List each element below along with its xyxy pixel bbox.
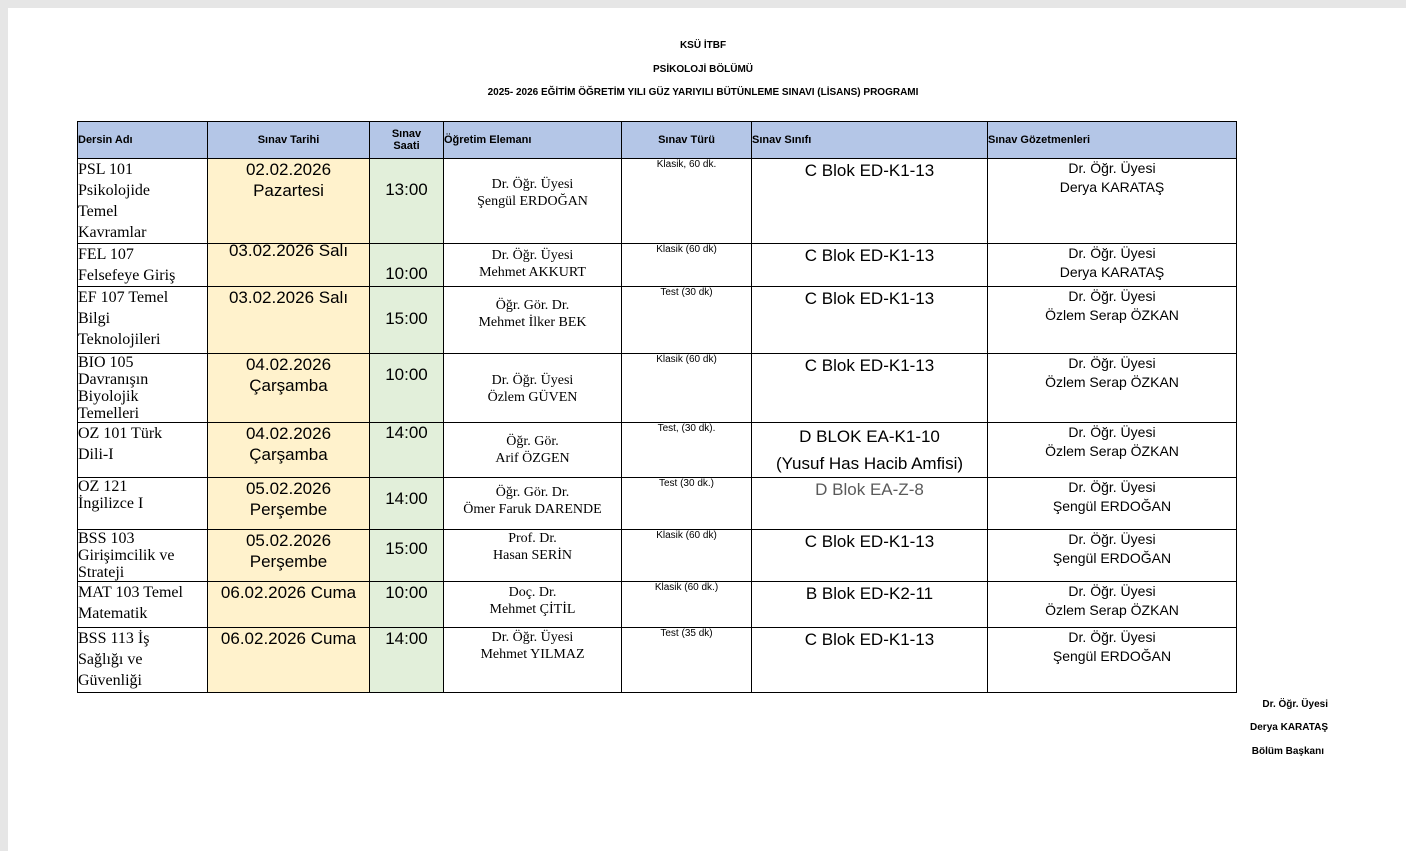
course-name-line: Kavramlar xyxy=(78,224,147,241)
exam-date-line: 04.02.2026 xyxy=(245,424,332,443)
exam-date-line: 06.02.2026 Cuma xyxy=(220,629,357,648)
lecturer xyxy=(444,287,622,354)
header-university: KSÜ İTBF xyxy=(679,40,727,51)
proctors xyxy=(988,423,1237,478)
lecturer-line: Şengül ERDOĞAN xyxy=(477,194,588,209)
lecturer-line: Özlem GÜVEN xyxy=(487,390,578,405)
proctors xyxy=(988,582,1237,628)
table-header-row xyxy=(78,122,1237,159)
course-name-line: OZ 101 Türk xyxy=(78,425,163,442)
exam-room-line: C Blok ED-K1-13 xyxy=(804,289,935,308)
exam-type: Klasik, 60 dk. xyxy=(622,159,752,244)
proctors-line: Özlem Serap ÖZKAN xyxy=(1045,443,1179,459)
exam-date xyxy=(208,582,370,628)
signature-role: Bölüm Başkanı xyxy=(1251,746,1324,757)
signature-name: Derya KARATAŞ xyxy=(1250,722,1328,733)
col-header-proctors: Sınav Gözetmenleri xyxy=(988,122,1237,159)
proctors xyxy=(988,628,1237,693)
course-name-line: Psikolojide xyxy=(78,182,151,199)
proctors xyxy=(988,354,1237,423)
exam-date-line: Perşembe xyxy=(249,500,328,519)
lecturer-line: Öğr. Gör. xyxy=(506,434,559,449)
table-row xyxy=(78,423,1237,478)
proctors-line: Özlem Serap ÖZKAN xyxy=(1045,307,1179,323)
lecturer-line: Arif ÖZGEN xyxy=(495,451,570,466)
course-name-line: Bilgi xyxy=(78,310,111,327)
exam-date-line: Perşembe xyxy=(249,552,328,571)
lecturer-line: Mehmet AKKURT xyxy=(479,265,586,280)
course-name-line: Teknolojileri xyxy=(78,331,161,348)
exam-time: 14:00 xyxy=(370,628,444,693)
col-header-course: Dersin Adı xyxy=(78,122,208,159)
exam-date-line: 03.02.2026 Salı xyxy=(228,288,349,307)
exam-room xyxy=(752,478,988,530)
course-name-line: Biyolojik xyxy=(78,388,139,405)
lecturer xyxy=(444,530,622,582)
proctors-line: Şengül ERDOĞAN xyxy=(1052,498,1172,514)
exam-room xyxy=(752,287,988,354)
course-name-line: Girişimcilik ve xyxy=(78,547,175,564)
table-row xyxy=(78,582,1237,628)
lecturer-line: Dr. Öğr. Üyesi xyxy=(491,248,574,263)
exam-room-line: C Blok ED-K1-13 xyxy=(804,532,935,551)
exam-room xyxy=(752,582,988,628)
course-name-line: BIO 105 xyxy=(78,354,134,371)
course-name-line: Strateji xyxy=(78,564,125,581)
col-header-lecturer: Öğretim Elemanı xyxy=(444,122,622,159)
lecturer xyxy=(444,244,622,287)
course-name-line: Matematik xyxy=(78,605,148,622)
lecturer xyxy=(444,423,622,478)
exam-room-line: D Blok EA-Z-8 xyxy=(815,480,924,499)
proctors-line: Dr. Öğr. Üyesi xyxy=(1068,424,1156,440)
exam-date xyxy=(208,530,370,582)
lecturer-line: Mehmet İlker BEK xyxy=(478,315,587,330)
exam-room-line: B Blok ED-K2-11 xyxy=(805,584,934,603)
course-name-line: Davranışın xyxy=(78,371,149,388)
proctors-line: Dr. Öğr. Üyesi xyxy=(1068,531,1156,547)
table-row xyxy=(78,354,1237,423)
exam-room xyxy=(752,159,988,244)
course-name-line: BSS 113 İş xyxy=(78,630,150,647)
exam-date xyxy=(208,354,370,423)
course-name-line: Temelleri xyxy=(78,405,140,422)
lecturer-line: Prof. Dr. xyxy=(508,531,557,546)
exam-room xyxy=(752,423,988,478)
proctors-line: Dr. Öğr. Üyesi xyxy=(1068,245,1156,261)
exam-date xyxy=(208,478,370,530)
col-header-time xyxy=(370,122,444,159)
exam-type: Test, (30 dk). xyxy=(622,423,752,478)
exam-time: 15:00 xyxy=(370,530,444,582)
lecturer-line: Dr. Öğr. Üyesi xyxy=(491,373,574,388)
exam-room-line: C Blok ED-K1-13 xyxy=(804,161,935,180)
course-name-line: Temel xyxy=(78,203,118,220)
proctors-line: Derya KARATAŞ xyxy=(1059,264,1165,280)
exam-date-line: Çarşamba xyxy=(249,376,328,395)
exam-type: Test (35 dk) xyxy=(622,628,752,693)
exam-schedule-table xyxy=(77,121,1237,693)
lecturer-line: Dr. Öğr. Üyesi xyxy=(491,630,574,645)
proctors xyxy=(988,287,1237,354)
course-name xyxy=(78,530,208,582)
proctors-line: Dr. Öğr. Üyesi xyxy=(1068,355,1156,371)
course-name xyxy=(78,582,208,628)
exam-date-line: 04.02.2026 xyxy=(245,355,332,374)
exam-date-line: 02.02.2026 xyxy=(245,160,332,179)
proctors-line: Derya KARATAŞ xyxy=(1059,179,1165,195)
exam-type: Test (30 dk.) xyxy=(622,478,752,530)
signature-title: Dr. Öğr. Üyesi xyxy=(1262,699,1328,710)
exam-date-line: 06.02.2026 Cuma xyxy=(220,583,357,602)
proctors-line: Dr. Öğr. Üyesi xyxy=(1068,583,1156,599)
exam-room xyxy=(752,628,988,693)
exam-room-line: C Blok ED-K1-13 xyxy=(804,630,935,649)
exam-type: Klasik (60 dk) xyxy=(622,530,752,582)
table-row xyxy=(78,287,1237,354)
course-name xyxy=(78,159,208,244)
lecturer-line: Hasan SERİN xyxy=(493,548,572,563)
course-name-line: Felsefeye Giriş xyxy=(78,267,176,284)
proctors xyxy=(988,530,1237,582)
proctors-line: Özlem Serap ÖZKAN xyxy=(1045,374,1179,390)
exam-room-line: C Blok ED-K1-13 xyxy=(804,246,935,265)
exam-type: Klasik (60 dk) xyxy=(622,244,752,287)
exam-time: 13:00 xyxy=(370,159,444,244)
proctors xyxy=(988,159,1237,244)
table-row xyxy=(78,530,1237,582)
lecturer-line: Mehmet ÇİTİL xyxy=(489,602,576,617)
exam-time: 10:00 xyxy=(370,244,444,287)
lecturer-line: Öğr. Gör. Dr. xyxy=(495,298,570,313)
course-name xyxy=(78,244,208,287)
exam-date xyxy=(208,423,370,478)
exam-date xyxy=(208,287,370,354)
proctors-line: Dr. Öğr. Üyesi xyxy=(1068,479,1156,495)
col-header-type: Sınav Türü xyxy=(622,122,752,159)
lecturer-line: Doç. Dr. xyxy=(508,585,557,600)
exam-time: 14:00 xyxy=(370,478,444,530)
table-row xyxy=(78,244,1237,287)
lecturer xyxy=(444,478,622,530)
exam-time: 10:00 xyxy=(370,582,444,628)
exam-date-line: 03.02.2026 Salı xyxy=(228,243,349,260)
lecturer-line: Öğr. Gör. Dr. xyxy=(495,485,570,500)
course-name-line: BSS 103 xyxy=(78,530,135,547)
lecturer xyxy=(444,159,622,244)
lecturer-line: Mehmet YILMAZ xyxy=(480,647,585,662)
lecturer xyxy=(444,628,622,693)
exam-time: 10:00 xyxy=(370,354,444,423)
exam-room-line: D BLOK EA-K1-10 xyxy=(799,427,940,446)
course-name xyxy=(78,628,208,693)
course-name-line: FEL 107 xyxy=(78,246,134,263)
exam-date-line: 05.02.2026 xyxy=(245,479,332,498)
exam-date xyxy=(208,244,370,287)
course-name-line: İngilizce I xyxy=(78,495,144,512)
exam-time: 15:00 xyxy=(370,287,444,354)
lecturer xyxy=(444,354,622,423)
course-name-line: Sağlığı ve xyxy=(78,651,143,668)
proctors-line: Özlem Serap ÖZKAN xyxy=(1045,602,1179,618)
course-name-line: MAT 103 Temel xyxy=(78,584,183,601)
lecturer-line: Dr. Öğr. Üyesi xyxy=(491,177,574,192)
exam-date xyxy=(208,628,370,693)
proctors-line: Dr. Öğr. Üyesi xyxy=(1068,288,1156,304)
lecturer-line: Ömer Faruk DARENDE xyxy=(463,502,602,517)
exam-room-line: C Blok ED-K1-13 xyxy=(804,356,935,375)
col-header-date: Sınav Tarihi xyxy=(208,122,370,159)
exam-date xyxy=(208,159,370,244)
header-program-title: 2025- 2026 EĞİTİM ÖĞRETİM YILI GÜZ YARIYILI BÜTÜNLEME SINAVI (LİSANS) PROGRAMI xyxy=(487,87,919,98)
header-department: PSİKOLOJİ BÖLÜMÜ xyxy=(652,64,753,75)
exam-room-line: (Yusuf Has Hacib Amfisi) xyxy=(775,454,964,473)
table-body xyxy=(78,159,1237,693)
course-name xyxy=(78,423,208,478)
proctors-line: Şengül ERDOĞAN xyxy=(1052,648,1172,664)
course-name-line: EF 107 Temel xyxy=(78,289,169,306)
exam-room xyxy=(752,354,988,423)
exam-type: Klasik (60 dk) xyxy=(622,354,752,423)
table-row xyxy=(78,159,1237,244)
course-name-line: Dili-I xyxy=(78,446,114,463)
exam-type: Test (30 dk) xyxy=(622,287,752,354)
course-name xyxy=(78,287,208,354)
proctors xyxy=(988,244,1237,287)
exam-date-line: Pazartesi xyxy=(253,181,324,200)
proctors-line: Dr. Öğr. Üyesi xyxy=(1068,160,1156,176)
exam-date-line: Çarşamba xyxy=(249,445,328,464)
col-header-room: Sınav Sınıfı xyxy=(752,122,988,159)
exam-time: 14:00 xyxy=(370,423,444,478)
course-name xyxy=(78,478,208,530)
proctors-line: Şengül ERDOĞAN xyxy=(1052,550,1172,566)
exam-date-line: 05.02.2026 xyxy=(245,531,332,550)
exam-room xyxy=(752,244,988,287)
document-page xyxy=(8,8,1406,851)
exam-room xyxy=(752,530,988,582)
exam-type: Klasik (60 dk.) xyxy=(622,582,752,628)
course-name-line: PSL 101 xyxy=(78,161,133,178)
course-name-line: OZ 121 xyxy=(78,478,128,495)
course-name xyxy=(78,354,208,423)
proctors-line: Dr. Öğr. Üyesi xyxy=(1068,629,1156,645)
proctors xyxy=(988,478,1237,530)
col-header-time-line2: Saati xyxy=(393,140,420,152)
lecturer xyxy=(444,582,622,628)
col-header-time-line1: Sınav xyxy=(391,128,422,140)
course-name-line: Güvenliği xyxy=(78,672,142,689)
table-row xyxy=(78,478,1237,530)
table-row xyxy=(78,628,1237,693)
